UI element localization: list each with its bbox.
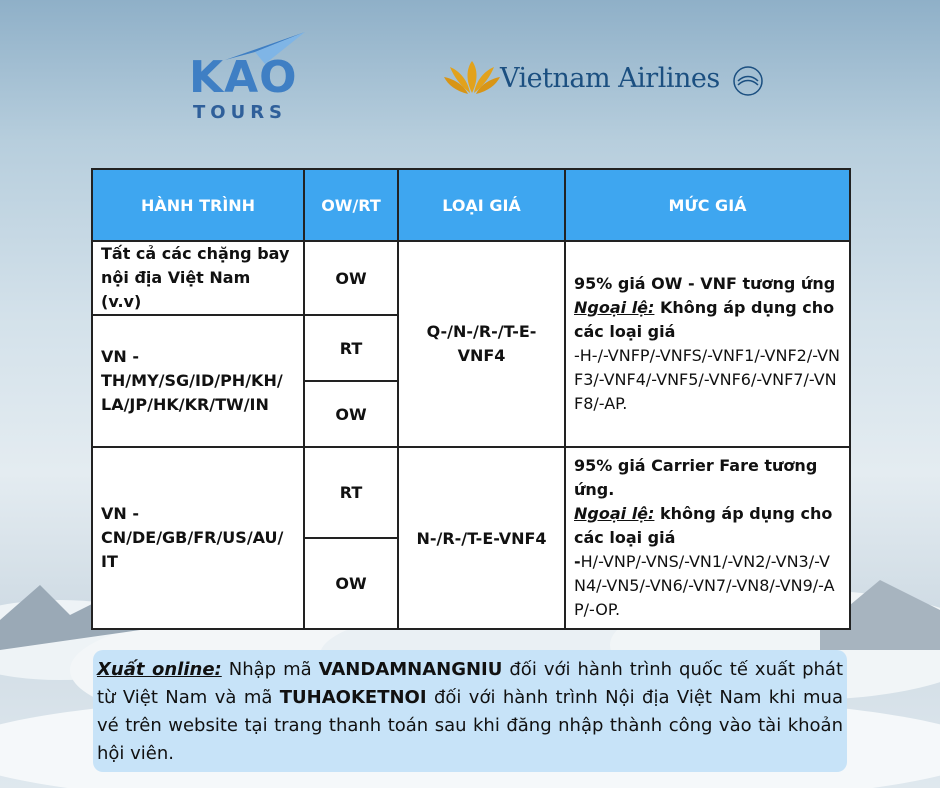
fare-class-cell: N-/R-/T-E-VNF4	[398, 447, 565, 629]
exception-text: Không áp dụng cho các loại giá	[574, 298, 835, 341]
route-cell: Tất cả các chặng bay nội địa Việt Nam (v.v)	[92, 241, 304, 315]
skyteam-icon	[730, 63, 766, 99]
table-header-row	[92, 169, 850, 241]
price-main: 95% giá OW - VNF tương ứng	[574, 274, 836, 293]
kao-tours-logo	[185, 30, 315, 125]
price-main: 95% giá Carrier Fare tương ứng.	[574, 456, 818, 499]
exception-line	[574, 502, 841, 550]
fare-table	[91, 168, 851, 630]
table-row	[92, 447, 850, 538]
header-route: HÀNH TRÌNH	[92, 169, 304, 241]
online-note	[93, 650, 847, 772]
exception-list-text: H/-VNP/-VNS/-VN1/-VN2/-VN3/-VN4/-VN5/-VN6/-VN7/-VN8/-VN9/-AP/-OP.	[574, 552, 835, 619]
exception-label: Ngoại lệ:	[574, 504, 655, 523]
fare-class-text: Q-/N-/R-/T-E- VNF4	[426, 322, 537, 365]
note-lead: Xuất online:	[97, 659, 222, 680]
note-text-1: Nhập mã	[221, 659, 319, 680]
exception-list	[574, 550, 841, 622]
table-row	[92, 241, 850, 315]
lotus-icon	[444, 59, 500, 95]
header-fare-class: LOẠI GIÁ	[398, 169, 565, 241]
vietnam-airlines-logo	[440, 55, 780, 105]
price-cell	[565, 241, 850, 447]
kao-logo-subtext: TOURS	[193, 102, 288, 123]
note-text-2: đối với hành trình quốc tế xuất phát từ Việt Nam và mã	[97, 659, 844, 708]
trip-type-cell: OW	[304, 381, 398, 447]
exception-list-dash: -	[574, 552, 581, 571]
header-trip-type: OW/RT	[304, 169, 398, 241]
price-cell	[565, 447, 850, 629]
exception-line	[574, 296, 841, 344]
trip-type-cell: RT	[304, 315, 398, 381]
promo-code-international: VANDAMNANGNIU	[318, 659, 503, 680]
promo-code-domestic: TUHAOKETNOI	[279, 687, 427, 708]
fare-class-cell	[398, 241, 565, 447]
kao-logo-text: KAO	[189, 52, 298, 103]
airline-name: Vietnam Airlines	[500, 63, 720, 94]
route-cell: VN - CN/DE/GB/FR/US/AU/ IT	[92, 447, 304, 629]
trip-type-cell: OW	[304, 538, 398, 629]
exception-label: Ngoại lệ:	[574, 298, 655, 317]
trip-type-cell: OW	[304, 241, 398, 315]
exception-list: -H-/-VNFP/-VNFS/-VNF1/-VNF2/-VNF3/-VNF4/-VNF5/-VNF6/-VNF7/-VNF8/-AP.	[574, 346, 840, 413]
route-cell: VN - TH/MY/SG/ID/PH/KH/ LA/JP/HK/KR/TW/IN	[92, 315, 304, 447]
note-text-3: đối với hành trình Nội địa Việt Nam khi mua vé trên website tại trang thanh toán sau khi đăng nhập thành công vào tài khoản hội viên.	[97, 687, 843, 764]
trip-type-cell: RT	[304, 447, 398, 538]
header-price: MỨC GIÁ	[565, 169, 850, 241]
exception-text: không áp dụng cho các loại giá	[574, 504, 833, 547]
